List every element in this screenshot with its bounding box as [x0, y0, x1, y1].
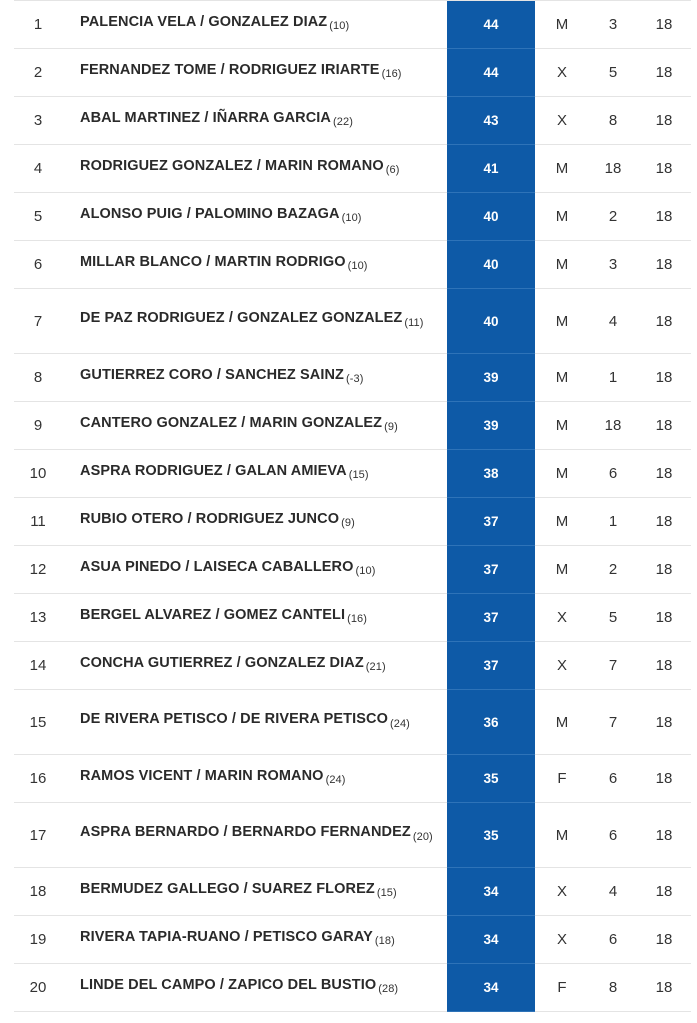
category-cell: X: [556, 657, 567, 674]
pair-name-cell[interactable]: [62, 251, 447, 279]
score-cell: 7: [608, 657, 618, 674]
table-row[interactable]: [14, 402, 691, 450]
category-cell: M: [555, 465, 569, 482]
score-cell: 3: [608, 16, 618, 33]
holes-cell: 18: [655, 979, 673, 996]
position-cell: 16: [29, 770, 47, 787]
pair-name: BERMUDEZ GALLEGO / SUAREZ FLOREZ: [80, 880, 375, 897]
pair-name-cell[interactable]: [62, 203, 447, 231]
position-cell: 9: [33, 417, 43, 434]
pair-name: MILLAR BLANCO / MARTIN RODRIGO: [80, 253, 346, 270]
table-row[interactable]: [14, 289, 691, 354]
handicap: (18): [374, 935, 395, 948]
pair-name: BERGEL ALVAREZ / GOMEZ CANTELI: [80, 606, 346, 623]
holes-cell: 18: [655, 112, 673, 129]
handicap: (10): [347, 260, 368, 273]
category-cell: X: [556, 609, 567, 626]
holes-cell: 18: [655, 713, 673, 731]
points-cell: 41: [447, 145, 535, 193]
holes-cell: 18: [655, 561, 673, 578]
table-row[interactable]: [14, 450, 691, 498]
pair-name-cell[interactable]: [62, 878, 447, 906]
handicap: (16): [381, 68, 402, 81]
score-cell: 7: [608, 713, 618, 731]
position-cell: 15: [29, 713, 47, 731]
position-cell: 4: [33, 160, 43, 177]
handicap: (22): [333, 116, 353, 129]
pair-name: PALENCIA VELA / GONZALEZ DIAZ: [80, 13, 328, 30]
score-cell: 18: [604, 160, 622, 177]
position-cell: 13: [29, 609, 47, 626]
holes-cell: 18: [655, 16, 673, 33]
category-cell: M: [555, 826, 569, 844]
pair-name-cell[interactable]: [62, 155, 447, 183]
category-cell: M: [555, 208, 569, 225]
position-cell: 10: [29, 465, 47, 482]
score-cell: 8: [608, 112, 618, 129]
holes-cell: 18: [655, 609, 673, 626]
results-table: [14, 0, 691, 1012]
table-row[interactable]: [14, 145, 691, 193]
points-cell: 35: [447, 803, 535, 868]
handicap: (6): [385, 164, 400, 177]
table-row[interactable]: [14, 241, 691, 289]
position-cell: 17: [29, 826, 47, 844]
score-cell: 18: [604, 417, 622, 434]
handicap: (28): [378, 983, 399, 996]
points-cell: 43: [447, 97, 535, 145]
pair-name-cell[interactable]: [62, 460, 447, 488]
pair-name: DE RIVERA PETISCO / DE RIVERA PETISCO: [80, 711, 388, 728]
score-cell: 2: [608, 208, 618, 225]
position-cell: 8: [33, 369, 43, 386]
pair-name-cell[interactable]: [62, 652, 447, 680]
handicap: (15): [376, 887, 397, 900]
category-cell: X: [556, 931, 567, 948]
category-cell: F: [557, 770, 567, 787]
holes-cell: 18: [655, 465, 673, 482]
pair-name-cell[interactable]: [62, 926, 447, 954]
position-cell: 12: [29, 561, 47, 578]
handicap: (9): [384, 421, 398, 434]
pair-name: ASUA PINEDO / LAISECA CABALLERO: [80, 558, 354, 575]
points-cell: 36: [447, 690, 535, 755]
table-row[interactable]: [14, 594, 691, 642]
pair-name-cell[interactable]: [62, 59, 447, 87]
category-cell: M: [555, 513, 569, 530]
holes-cell: 18: [655, 513, 673, 530]
category-cell: M: [555, 16, 569, 33]
position-cell: 11: [30, 513, 46, 530]
table-row[interactable]: [14, 49, 691, 97]
table-row[interactable]: [14, 964, 691, 1012]
handicap: (24): [325, 774, 346, 787]
holes-cell: 18: [655, 826, 673, 844]
category-cell: M: [555, 417, 569, 434]
pair-name: FERNANDEZ TOME / RODRIGUEZ IRIARTE: [80, 61, 380, 78]
points-cell: 40: [447, 289, 535, 354]
handicap: (9): [341, 517, 355, 530]
score-cell: 6: [608, 931, 618, 948]
category-cell: M: [555, 561, 569, 578]
pair-name-cell[interactable]: [62, 556, 447, 584]
handicap: (10): [329, 20, 350, 33]
score-cell: 5: [608, 609, 618, 626]
table-row[interactable]: [14, 97, 691, 145]
score-cell: 3: [608, 256, 618, 273]
points-cell: 37: [447, 594, 535, 642]
score-cell: 5: [608, 64, 618, 81]
handicap: (10): [341, 212, 362, 225]
holes-cell: 18: [655, 312, 673, 330]
pair-name-cell[interactable]: [62, 11, 447, 39]
position-cell: 5: [33, 208, 43, 225]
position-cell: 20: [29, 979, 47, 996]
pair-name: RUBIO OTERO / RODRIGUEZ JUNCO: [80, 510, 340, 527]
pair-name: ABAL MARTINEZ / IÑARRA GARCIA: [80, 109, 331, 126]
holes-cell: 18: [655, 931, 673, 948]
category-cell: X: [556, 883, 567, 900]
pair-name-cell[interactable]: [62, 508, 447, 536]
pair-name: CONCHA GUTIERREZ / GONZALEZ DIAZ: [80, 654, 364, 671]
points-cell: 40: [447, 241, 535, 289]
holes-cell: 18: [655, 208, 673, 225]
points-cell: 37: [447, 546, 535, 594]
table-row[interactable]: [14, 868, 691, 916]
table-row[interactable]: [14, 546, 691, 594]
score-cell: 1: [608, 369, 618, 386]
points-cell: 39: [447, 354, 535, 402]
holes-cell: 18: [655, 770, 673, 787]
pair-name: DE PAZ RODRIGUEZ / GONZALEZ GONZALEZ: [80, 310, 403, 327]
category-cell: M: [555, 160, 569, 177]
holes-cell: 18: [655, 369, 673, 386]
score-cell: 2: [608, 561, 618, 578]
category-cell: M: [555, 256, 569, 273]
pair-name: RIVERA TAPIA-RUANO / PETISCO GARAY: [80, 928, 373, 945]
position-cell: 18: [29, 883, 47, 900]
pair-name-cell[interactable]: [62, 708, 447, 736]
handicap: (11): [404, 316, 424, 329]
position-cell: 2: [33, 64, 43, 81]
handicap: (16): [347, 613, 368, 626]
points-cell: 37: [447, 642, 535, 690]
category-cell: M: [555, 312, 569, 330]
category-cell: M: [555, 369, 569, 386]
position-cell: 1: [33, 16, 43, 33]
handicap: (24): [389, 717, 410, 730]
table-row[interactable]: [14, 498, 691, 546]
points-cell: 35: [447, 755, 535, 803]
pair-name-cell[interactable]: [62, 604, 447, 632]
handicap: (15): [348, 469, 369, 482]
table-row[interactable]: [14, 916, 691, 964]
table-row[interactable]: [14, 642, 691, 690]
points-cell: 44: [447, 49, 535, 97]
score-cell: 6: [608, 770, 618, 787]
pair-name-cell[interactable]: [62, 765, 447, 793]
pair-name: RAMOS VICENT / MARIN ROMANO: [80, 767, 324, 784]
points-cell: 34: [447, 868, 535, 916]
pair-name-cell[interactable]: [62, 107, 447, 135]
category-cell: X: [556, 112, 567, 129]
pair-name: RODRIGUEZ GONZALEZ / MARIN ROMANO: [80, 157, 384, 174]
points-cell: 44: [447, 1, 535, 49]
points-cell: 34: [447, 916, 535, 964]
points-cell: 34: [447, 964, 535, 1012]
position-cell: 3: [33, 112, 43, 129]
pair-name-cell[interactable]: [62, 307, 447, 335]
score-cell: 4: [608, 312, 618, 330]
holes-cell: 18: [655, 64, 673, 81]
points-cell: 39: [447, 402, 535, 450]
table-row[interactable]: [14, 193, 691, 241]
points-cell: 38: [447, 450, 535, 498]
position-cell: 14: [29, 657, 47, 674]
pair-name: LINDE DEL CAMPO / ZAPICO DEL BUSTIO: [80, 976, 377, 993]
holes-cell: 18: [655, 657, 673, 674]
pair-name-cell[interactable]: [62, 364, 447, 392]
position-cell: 7: [33, 312, 43, 330]
points-cell: 40: [447, 193, 535, 241]
pair-name: ALONSO PUIG / PALOMINO BAZAGA: [80, 205, 340, 222]
score-cell: 8: [608, 979, 618, 996]
score-cell: 6: [608, 826, 618, 844]
score-cell: 6: [608, 465, 618, 482]
table-row[interactable]: [14, 755, 691, 803]
pair-name-cell[interactable]: [62, 821, 447, 849]
table-row[interactable]: [14, 803, 691, 868]
position-cell: 19: [29, 931, 47, 948]
points-cell: 37: [447, 498, 535, 546]
holes-cell: 18: [655, 417, 673, 434]
handicap: (20): [412, 830, 433, 843]
handicap: (21): [365, 661, 386, 674]
pair-name-cell[interactable]: [62, 412, 447, 440]
pair-name: ASPRA RODRIGUEZ / GALAN AMIEVA: [80, 462, 347, 479]
holes-cell: 18: [655, 256, 673, 273]
category-cell: F: [557, 979, 567, 996]
table-row[interactable]: [14, 354, 691, 402]
pair-name: CANTERO GONZALEZ / MARIN GONZALEZ: [80, 414, 383, 431]
holes-cell: 18: [655, 883, 673, 900]
score-cell: 4: [608, 883, 618, 900]
category-cell: X: [556, 64, 567, 81]
pair-name-cell[interactable]: [62, 974, 447, 1002]
holes-cell: 18: [655, 160, 673, 177]
table-row[interactable]: [14, 1, 691, 49]
position-cell: 6: [33, 256, 43, 273]
pair-name: ASPRA BERNARDO / BERNARDO FERNANDEZ: [80, 824, 411, 841]
category-cell: M: [555, 713, 569, 731]
score-cell: 1: [608, 513, 618, 530]
handicap: (10): [355, 565, 376, 578]
pair-name: GUTIERREZ CORO / SANCHEZ SAINZ: [80, 366, 345, 383]
table-row[interactable]: [14, 690, 691, 755]
handicap: (-3): [346, 373, 364, 386]
